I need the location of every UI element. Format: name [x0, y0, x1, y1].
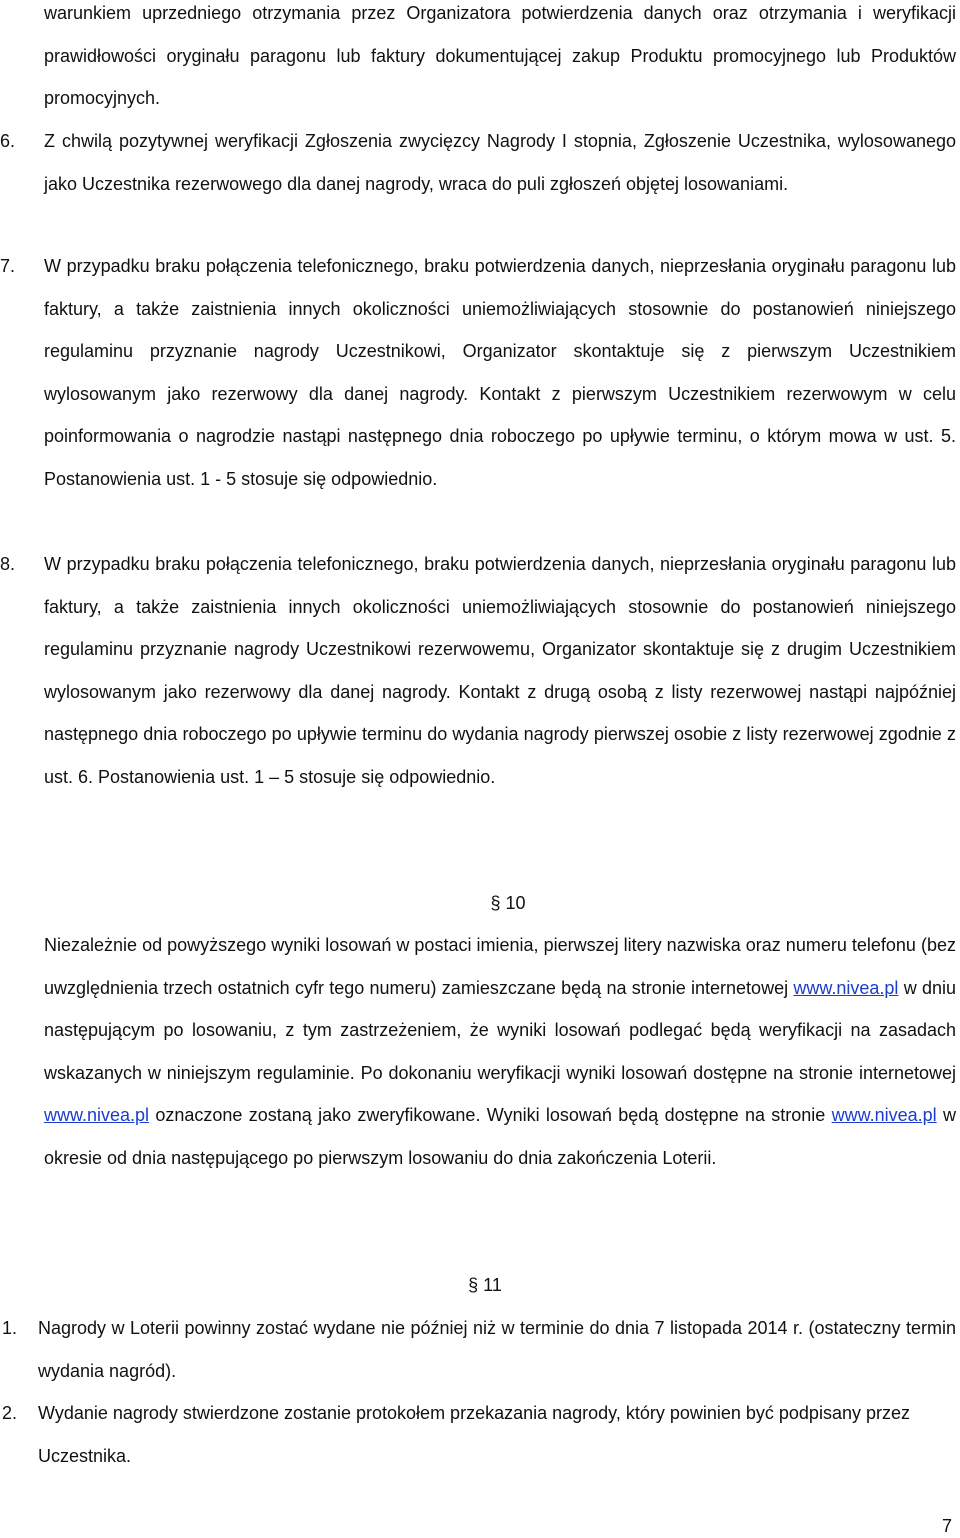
- section-10-text-part1: Niezależnie od powyższego wyniki losowań w postaci imienia, pierwszej litery nazwiska oraz numeru telefonu (bez uwzględnienia trzech ostatnich cyfr tego numeru) zamieszczane będą na stronie internetowej: [44, 935, 956, 998]
- item-text: Nagrody w Loterii powinny zostać wydane nie później niż w terminie do dnia 7 listopada 2014 r. (ostateczny termin wydania nagród).: [38, 1318, 956, 1381]
- section-10-text-part4: w okresie od dnia następującego po pierwszym losowaniu do dnia zakończenia Loterii.: [44, 1105, 956, 1168]
- section-10-text-part3: oznaczone zostaną jako zweryfikowane. Wyniki losowań będą dostępne na stronie: [155, 1105, 826, 1125]
- section-10-paragraph: [44, 924, 956, 1179]
- item-text: Z chwilą pozytywnej weryfikacji Zgłoszenia zwycięzcy Nagrody I stopnia, Zgłoszenie Uczestnika, wylosowanego jako Uczestnika rezerwowego dla danej nagrody, wraca do puli zgłoszeń objętej losowaniami.: [44, 131, 956, 194]
- item-number: 8.: [0, 554, 16, 574]
- item-number: 6.: [0, 131, 16, 151]
- section11-item-2: [0, 1392, 956, 1477]
- item-number: 2.: [2, 1403, 18, 1423]
- item-text: W przypadku braku połączenia telefonicznego, braku potwierdzenia danych, nieprzesłania oryginału paragonu lub faktury, a także zaistnienia innych okoliczności uniemożliwiających stosownie do postanowień niniejszego regulaminu przyznanie nagrody Uczestnikowi rezerwowemu, Organizator skontaktuje się z drugim Uczestnikiem wylosowanym jako rezerwowy dla danej nagrody. Kontakt z drugą osobą z listy rezerwowej nastąpi najpóźniej następnego dnia roboczego po upływie terminu do wydania nagrody pierwszej osobie z listy rezerwowej zgodnie z ust. 6. Postanowienia ust. 1 – 5 stosuje się odpowiednio.: [44, 554, 956, 787]
- section9-item-8: [0, 543, 956, 798]
- section-10-heading: § 10: [490, 893, 526, 913]
- nivea-link-2[interactable]: www.nivea.pl: [44, 1105, 150, 1125]
- section-11-heading: § 11: [468, 1275, 502, 1295]
- nivea-link-1[interactable]: www.nivea.pl: [793, 977, 899, 998]
- section9-item-7: [0, 245, 956, 500]
- page-number: 7: [941, 1516, 952, 1536]
- item-number: 7.: [0, 256, 16, 276]
- section9-item-6: [0, 120, 956, 205]
- item-text: W przypadku braku połączenia telefonicznego, braku potwierdzenia danych, nieprzesłania oryginału paragonu lub faktury, a także zaistnienia innych okoliczności uniemożliwiających stosownie do postanowień niniejszego regulaminu przyznanie nagrody Uczestnikowi, Organizator skontaktuje się z pierwszym Uczestnikiem wylosowanym jako rezerwowy dla danej nagrody. Kontakt z pierwszym Uczestnikiem rezerwowym w celu poinformowania o nagrodzie nastąpi następnego dnia roboczego po upływie terminu, o którym mowa w ust. 5. Postanowienia ust. 1 - 5 stosuje się odpowiednio.: [44, 256, 956, 489]
- item-number: 1.: [2, 1318, 18, 1338]
- section-10-text-part2: w dniu następującym po losowaniu, z tym zastrzeżeniem, że wyniki losowań podlegać będą weryfikacji na zasadach wskazanych w niniejszym regulaminie. Po dokonaniu weryfikacji wyniki losowań dostępne na stronie internetowej: [44, 977, 957, 1083]
- nivea-link-3[interactable]: www.nivea.pl: [831, 1105, 937, 1125]
- section11-item-1: [0, 1307, 956, 1392]
- intro-continuation-paragraph: warunkiem uprzedniego otrzymania przez Organizatora potwierdzenia danych oraz otrzymania i weryfikacji prawidłowości oryginału paragonu lub faktury dokumentującej zakup Produktu promocyjnego lub Produktów promocyjnych.: [44, 3, 956, 108]
- item-text: Wydanie nagrody stwierdzone zostanie protokołem przekazania nagrody, który powinien być podpisany przez Uczestnika.: [38, 1403, 910, 1466]
